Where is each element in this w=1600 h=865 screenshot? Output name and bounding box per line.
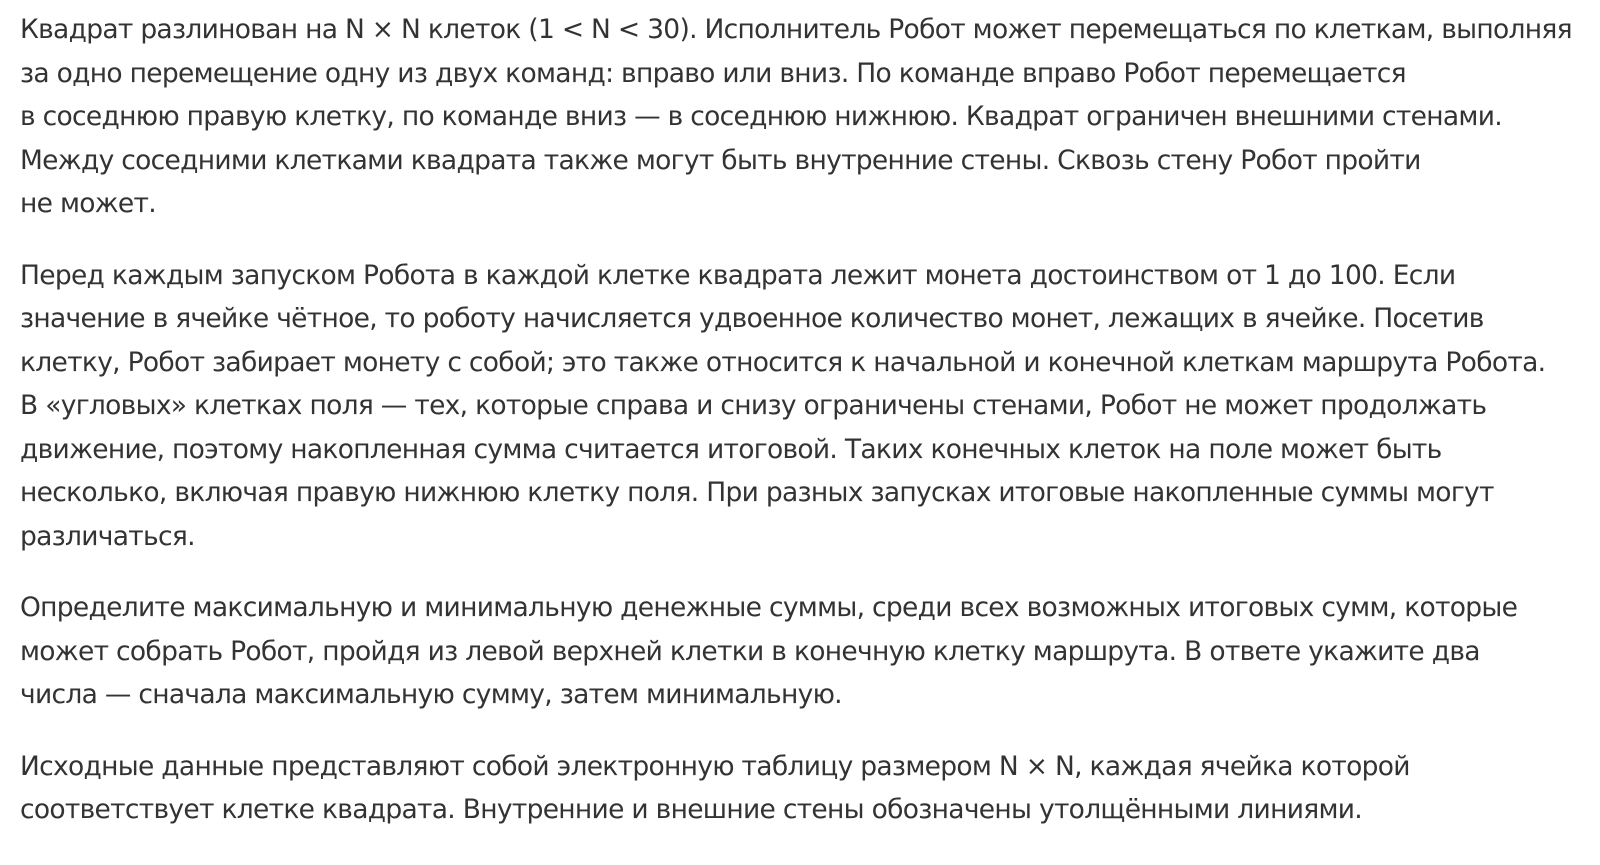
text-line: клетку, Робот забирает монету с собой; это также относится к начальной и конечной клеткам маршрута Робота. (20, 346, 1546, 378)
text-line: за одно перемещение одну из двух команд: вправо или вниз. По команде вправо Робот перемещается (20, 57, 1406, 89)
problem-statement (20, 8, 1585, 860)
paragraph-input-data (20, 745, 1585, 832)
text-line: различаться. (20, 520, 195, 552)
text-line: Определите максимальную и минимальную денежные суммы, среди всех возможных итоговых сумм, которые (20, 592, 1518, 623)
text-line: значение в ячейке чётное, то роботу начисляется удвоенное количество монет, лежащих в ячейке. Посетив (20, 303, 1484, 334)
text-line: движение, поэтому накопленная сумма считается итоговой. Таких конечных клеток на поле может быть (20, 433, 1442, 465)
text-line: несколько, включая правую нижнюю клетку поля. При разных запусках итоговые накопленные суммы могут (20, 477, 1494, 508)
text-line: может собрать Робот, пройдя из левой верхней клетки в конечную клетку маршрута. В ответе укажите два (20, 635, 1480, 667)
text-line: Перед каждым запуском Робота в каждой клетке квадрата лежит монета достоинством от 1 до 100. Если (20, 259, 1456, 291)
text-line: В «угловых» клетках поля — тех, которые справа и снизу ограничены стенами, Робот не может продолжать (20, 390, 1487, 421)
text-line: в соседнюю правую клетку, по команде вниз — в соседнюю нижнюю. Квадрат ограничен внешними стенами. (20, 101, 1502, 132)
paragraph-task (20, 586, 1585, 717)
paragraph-grid-and-robot (20, 8, 1585, 226)
text-line: числа — сначала максимальную сумму, затем минимальную. (20, 679, 842, 710)
text-line: Между соседними клетками квадрата также могут быть внутренние стены. Сквозь стену Робот пройти (20, 144, 1421, 176)
paragraph-coins (20, 254, 1585, 559)
text-line: соответствует клетке квадрата. Внутренние и внешние стены обозначены утолщёнными линиями. (20, 794, 1362, 825)
text-line: Квадрат разлинован на N × N клеток (1 < N < 30). Исполнитель Робот может перемещаться по клеткам, выполняя (20, 14, 1572, 45)
text-line: не может. (20, 188, 156, 219)
text-line: Исходные данные представляют собой электронную таблицу размером N × N, каждая ячейка которой (20, 750, 1410, 782)
